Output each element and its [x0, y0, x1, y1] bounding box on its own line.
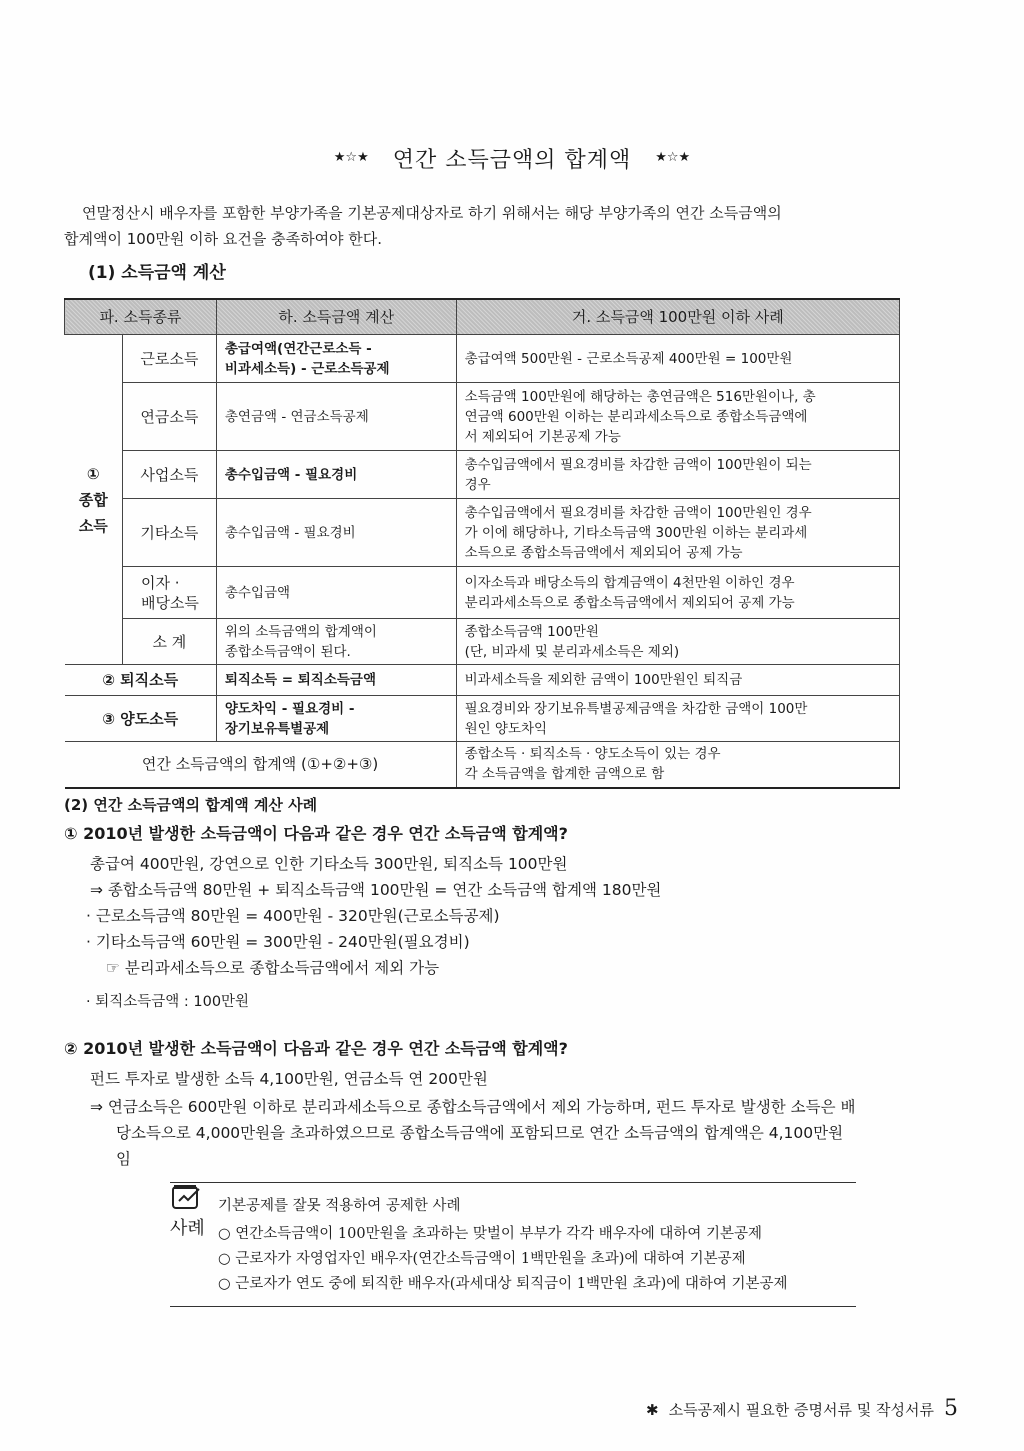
calc-cell	[216, 499, 456, 567]
calc-cell	[216, 335, 456, 383]
note-item: ○ 근로자가 자영업자인 배우자(연간소득금액이 1백만원을 초과)에 대하여 기본공제	[218, 1251, 746, 1267]
calc-cell	[216, 665, 456, 696]
note-top-rule	[170, 1182, 856, 1183]
notepad-icon	[172, 1184, 202, 1210]
example-2-line: 당소득으로 4,000만원을 초과하였으므로 종합소득금액에 포함되므로 연간 소득금액의 합계액은 4,100만원	[116, 1124, 844, 1142]
page-number: 5	[944, 1396, 958, 1421]
calc-line: 장기보유특별공제	[224, 720, 330, 737]
income-type-transfer: ③ 양도소득	[65, 696, 217, 742]
star-decoration-right: ★☆★	[655, 150, 691, 165]
case-line: 총수입금액에서 필요경비를 차감한 금액이 100만원이 되는	[464, 456, 812, 473]
footer-text: 소득공제시 필요한 증명서류 및 작성서류	[668, 1401, 934, 1419]
total-label: 연간 소득금액의 합계액 (①+②+③)	[65, 742, 457, 788]
case-line: 총수입금액에서 필요경비를 차감한 금액이 100만원인 경우	[464, 504, 812, 521]
calc-line: 총수입금액 - 필요경비	[224, 466, 358, 483]
case-cell	[456, 335, 899, 383]
calc-cell	[216, 383, 456, 451]
case-line: (단, 비과세 및 분리과세소득은 제외)	[464, 643, 680, 660]
case-line: 연금액 600만원 이하는 분리과세소득으로 종합소득금액에	[464, 408, 808, 425]
income-type-cell: 연금소득	[122, 383, 216, 451]
note-item: ○ 연간소득금액이 100만원을 초과하는 맞벌이 부부가 각각 배우자에 대하여 기본공제	[218, 1226, 763, 1242]
section-heading-2: (2) 연간 소득금액의 합계액 계산 사례	[64, 796, 318, 814]
example-2-line: ⇒ 연금소득은 600만원 이하로 분리과세소득으로 종합소득금액에서 제외 가능하며, 펀드 투자로 발생한 소득은 배	[90, 1098, 856, 1116]
case-cell	[456, 742, 899, 788]
case-line: 종합소득 · 퇴직소득 · 양도소득이 있는 경우	[464, 746, 721, 763]
case-cell	[456, 383, 899, 451]
intro-line: 연말정산시 배우자를 포함한 부양가족을 기본공제대상자로 하기 위해서는 해당 부양가족의 연간 소득금액의	[82, 204, 782, 222]
calc-line: 양도차익 - 필요경비 -	[224, 700, 355, 717]
header-income-type: 파. 소득종류	[65, 299, 217, 335]
calc-line: 총수입금액 - 필요경비	[224, 524, 356, 541]
calc-line: 종합소득금액이 된다.	[224, 643, 351, 660]
income-type-cell: 기타소득	[122, 499, 216, 567]
income-type-cell: 사업소득	[122, 451, 216, 499]
case-cell	[456, 665, 899, 696]
example-2-line: 펀드 투자로 발생한 소득 4,100만원, 연금소득 연 200만원	[90, 1070, 488, 1088]
calc-cell	[216, 451, 456, 499]
note-bottom-rule	[170, 1306, 856, 1307]
calc-line: 위의 소득금액의 합계액이	[224, 623, 377, 640]
header-calculation: 하. 소득금액 계산	[216, 299, 456, 335]
example-1-note: ☞ 분리과세소득으로 종합소득금액에서 제외 가능	[106, 959, 440, 977]
case-line: 가 이에 해당하나, 기타소득금액 300만원 이하는 분리과세	[464, 524, 808, 541]
example-2-question: ② 2010년 발생한 소득금액이 다음과 같은 경우 연간 소득금액 합계액?	[64, 1039, 568, 1058]
case-line: 비과세소득을 제외한 금액이 100만원인 퇴직금	[464, 672, 743, 688]
intro-paragraph	[64, 200, 964, 252]
example-1-line: ⇒ 종합소득금액 80만원 + 퇴직소득금액 100만원 = 연간 소득금액 합계액 180만원	[90, 881, 662, 899]
page-title	[0, 143, 1024, 174]
example-1-line: 총급여 400만원, 강연으로 인한 기타소득 300만원, 퇴직소득 100만원	[90, 855, 568, 873]
calc-line: 총급여액(연간근로소득 -	[224, 340, 372, 357]
header-case: 거. 소득금액 100만원 이하 사례	[456, 299, 899, 335]
case-cell	[456, 499, 899, 567]
case-line: 이자소득과 배당소득의 합계금액이 4천만원 이하인 경우	[464, 574, 795, 591]
intro-line: 합계액이 100만원 이하 요건을 충족하여야 한다.	[64, 230, 383, 248]
case-line: 필요경비와 장기보유특별공제금액을 차감한 금액이 100만	[464, 700, 808, 717]
calc-line: 총연금액 - 연금소득공제	[224, 408, 369, 425]
note-heading: 기본공제를 잘못 적용하여 공제한 사례	[218, 1198, 461, 1214]
case-line: 각 소득금액을 합계한 금액으로 함	[464, 766, 665, 783]
income-type-cell	[122, 567, 216, 619]
title-text: 연간 소득금액의 합계액	[392, 148, 632, 173]
example-1-line: · 기타소득금액 60만원 = 300만원 - 240만원(필요경비)	[86, 933, 470, 951]
case-line: 소득금액 100만원에 해당하는 총연금액은 516만원이나, 총	[464, 388, 816, 405]
group-label-line: 소득	[78, 516, 108, 535]
calc-cell	[216, 567, 456, 619]
case-line: 종합소득금액 100만원	[464, 623, 599, 640]
group-label-comprehensive	[65, 335, 123, 665]
case-line: 서 제외되어 기본공제 가능	[464, 428, 621, 445]
income-type-line: 배당소득	[140, 593, 199, 612]
example-2-line: 임	[116, 1150, 131, 1168]
calc-cell	[216, 696, 456, 742]
example-1-line: · 근로소득금액 80만원 = 400만원 - 320만원(근로소득공제)	[86, 907, 500, 925]
income-type-cell: 소 계	[122, 619, 216, 665]
case-line: 경우	[464, 476, 491, 493]
example-1-question: ① 2010년 발생한 소득금액이 다음과 같은 경우 연간 소득금액 합계액?	[64, 824, 568, 843]
group-label-line: 종합	[78, 490, 108, 509]
income-type-cell: 근로소득	[122, 335, 216, 383]
case-line: 분리과세소득으로 종합소득금액에서 제외되어 공제 가능	[464, 594, 795, 611]
calc-line: 퇴직소득 = 퇴직소득금액	[224, 672, 376, 688]
case-line: 원인 양도차익	[464, 720, 548, 737]
note-item: ○ 근로자가 연도 중에 퇴직한 배우자(과세대상 퇴직금이 1백만원 초과)에 대하여 기본공제	[218, 1276, 788, 1292]
calc-line: 총수입금액	[224, 584, 291, 601]
calc-line: 비과세소득) - 근로소득공제	[224, 360, 390, 377]
group-label-line: ①	[86, 464, 100, 483]
case-line: 총급여액 500만원 - 근로소득공제 400만원 = 100만원	[464, 350, 793, 367]
calc-cell	[216, 619, 456, 665]
income-calculation-table	[64, 298, 900, 789]
case-cell	[456, 619, 899, 665]
case-cell	[456, 696, 899, 742]
star-decoration-left: ★☆★	[333, 150, 369, 165]
case-line: 소득으로 종합소득금액에서 제외되어 공제 가능	[464, 544, 743, 561]
income-type-retirement: ② 퇴직소득	[65, 665, 217, 696]
page-footer	[646, 1396, 958, 1421]
case-cell	[456, 567, 899, 619]
section-heading-1: (1) 소득금액 계산	[88, 263, 226, 283]
note-label: 사례	[170, 1218, 205, 1239]
example-1-line: · 퇴직소득금액 : 100만원	[86, 994, 250, 1010]
case-cell	[456, 451, 899, 499]
income-type-line: 이자 ·	[140, 573, 180, 592]
footer-mark: ✱	[646, 1401, 659, 1419]
